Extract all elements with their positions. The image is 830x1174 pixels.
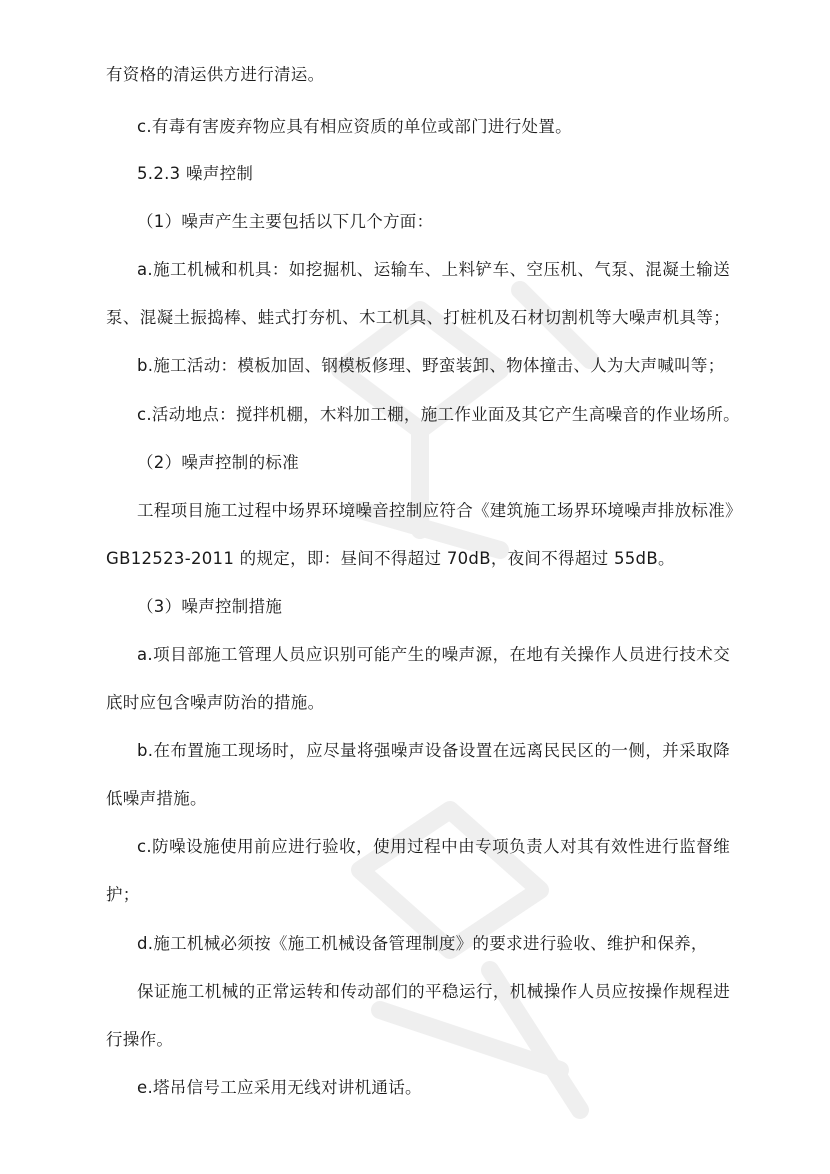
text-line: a.项目部施工管理人员应识别可能产生的噪声源，在地有关操作人员进行技术交 — [137, 645, 730, 664]
text-line: e.塔吊信号工应采用无线对讲机通话。 — [137, 1078, 422, 1097]
text-line: GB12523-2011 的规定，即：昼间不得超过 70dB，夜间不得超过 55dB。 — [106, 549, 675, 568]
text-line: 护； — [106, 885, 140, 904]
section-heading: 5.2.3 噪声控制 — [137, 164, 254, 183]
text-line: c.防噪设施使用前应进行验收，使用过程中由专项负责人对其有效性进行监督维 — [137, 837, 730, 856]
text-line: b.施工活动：模板加固、钢模板修理、野蛮装卸、物体撞击、人为大声喊叫等； — [137, 356, 725, 375]
text-line: 行操作。 — [106, 1030, 174, 1049]
text-line: b.在布置施工现场时，应尽量将强噪声设备设置在远离民民区的一侧，并采取降 — [137, 741, 730, 760]
text-line: 低噪声措施。 — [106, 789, 207, 808]
subsection-heading: （1）噪声产生主要包括以下几个方面： — [137, 212, 434, 231]
text-line: d.施工机械必须按《施工机械设备管理制度》的要求进行验收、维护和保养， — [137, 934, 708, 953]
text-line: c.有毒有害废弃物应具有相应资质的单位或部门进行处置。 — [137, 117, 572, 136]
text-line: 工程项目施工过程中场界环境噪音控制应符合《建筑施工场界环境噪声排放标准》 — [137, 501, 742, 520]
text-line: 泵、混凝土振捣棒、蛙式打夯机、木工机具、打桩机及石材切割机等大噪声机具等； — [106, 308, 730, 327]
text-line: 保证施工机械的正常运转和传动部们的平稳运行，机械操作人员应按操作规程进 — [137, 982, 730, 1001]
text-line: a.施工机械和机具：如挖掘机、运输车、上料铲车、空压机、气泵、混凝土输送 — [137, 260, 730, 279]
text-line: 有资格的清运供方进行清运。 — [106, 65, 325, 84]
subsection-heading: （3）噪声控制措施 — [137, 597, 283, 616]
subsection-heading: （2）噪声控制的标准 — [137, 453, 299, 472]
text-line: 底时应包含噪声防治的措施。 — [106, 693, 325, 712]
text-line: c.活动地点：搅拌机棚，木料加工棚，施工作业面及其它产生高噪音的作业场所。 — [137, 405, 740, 424]
